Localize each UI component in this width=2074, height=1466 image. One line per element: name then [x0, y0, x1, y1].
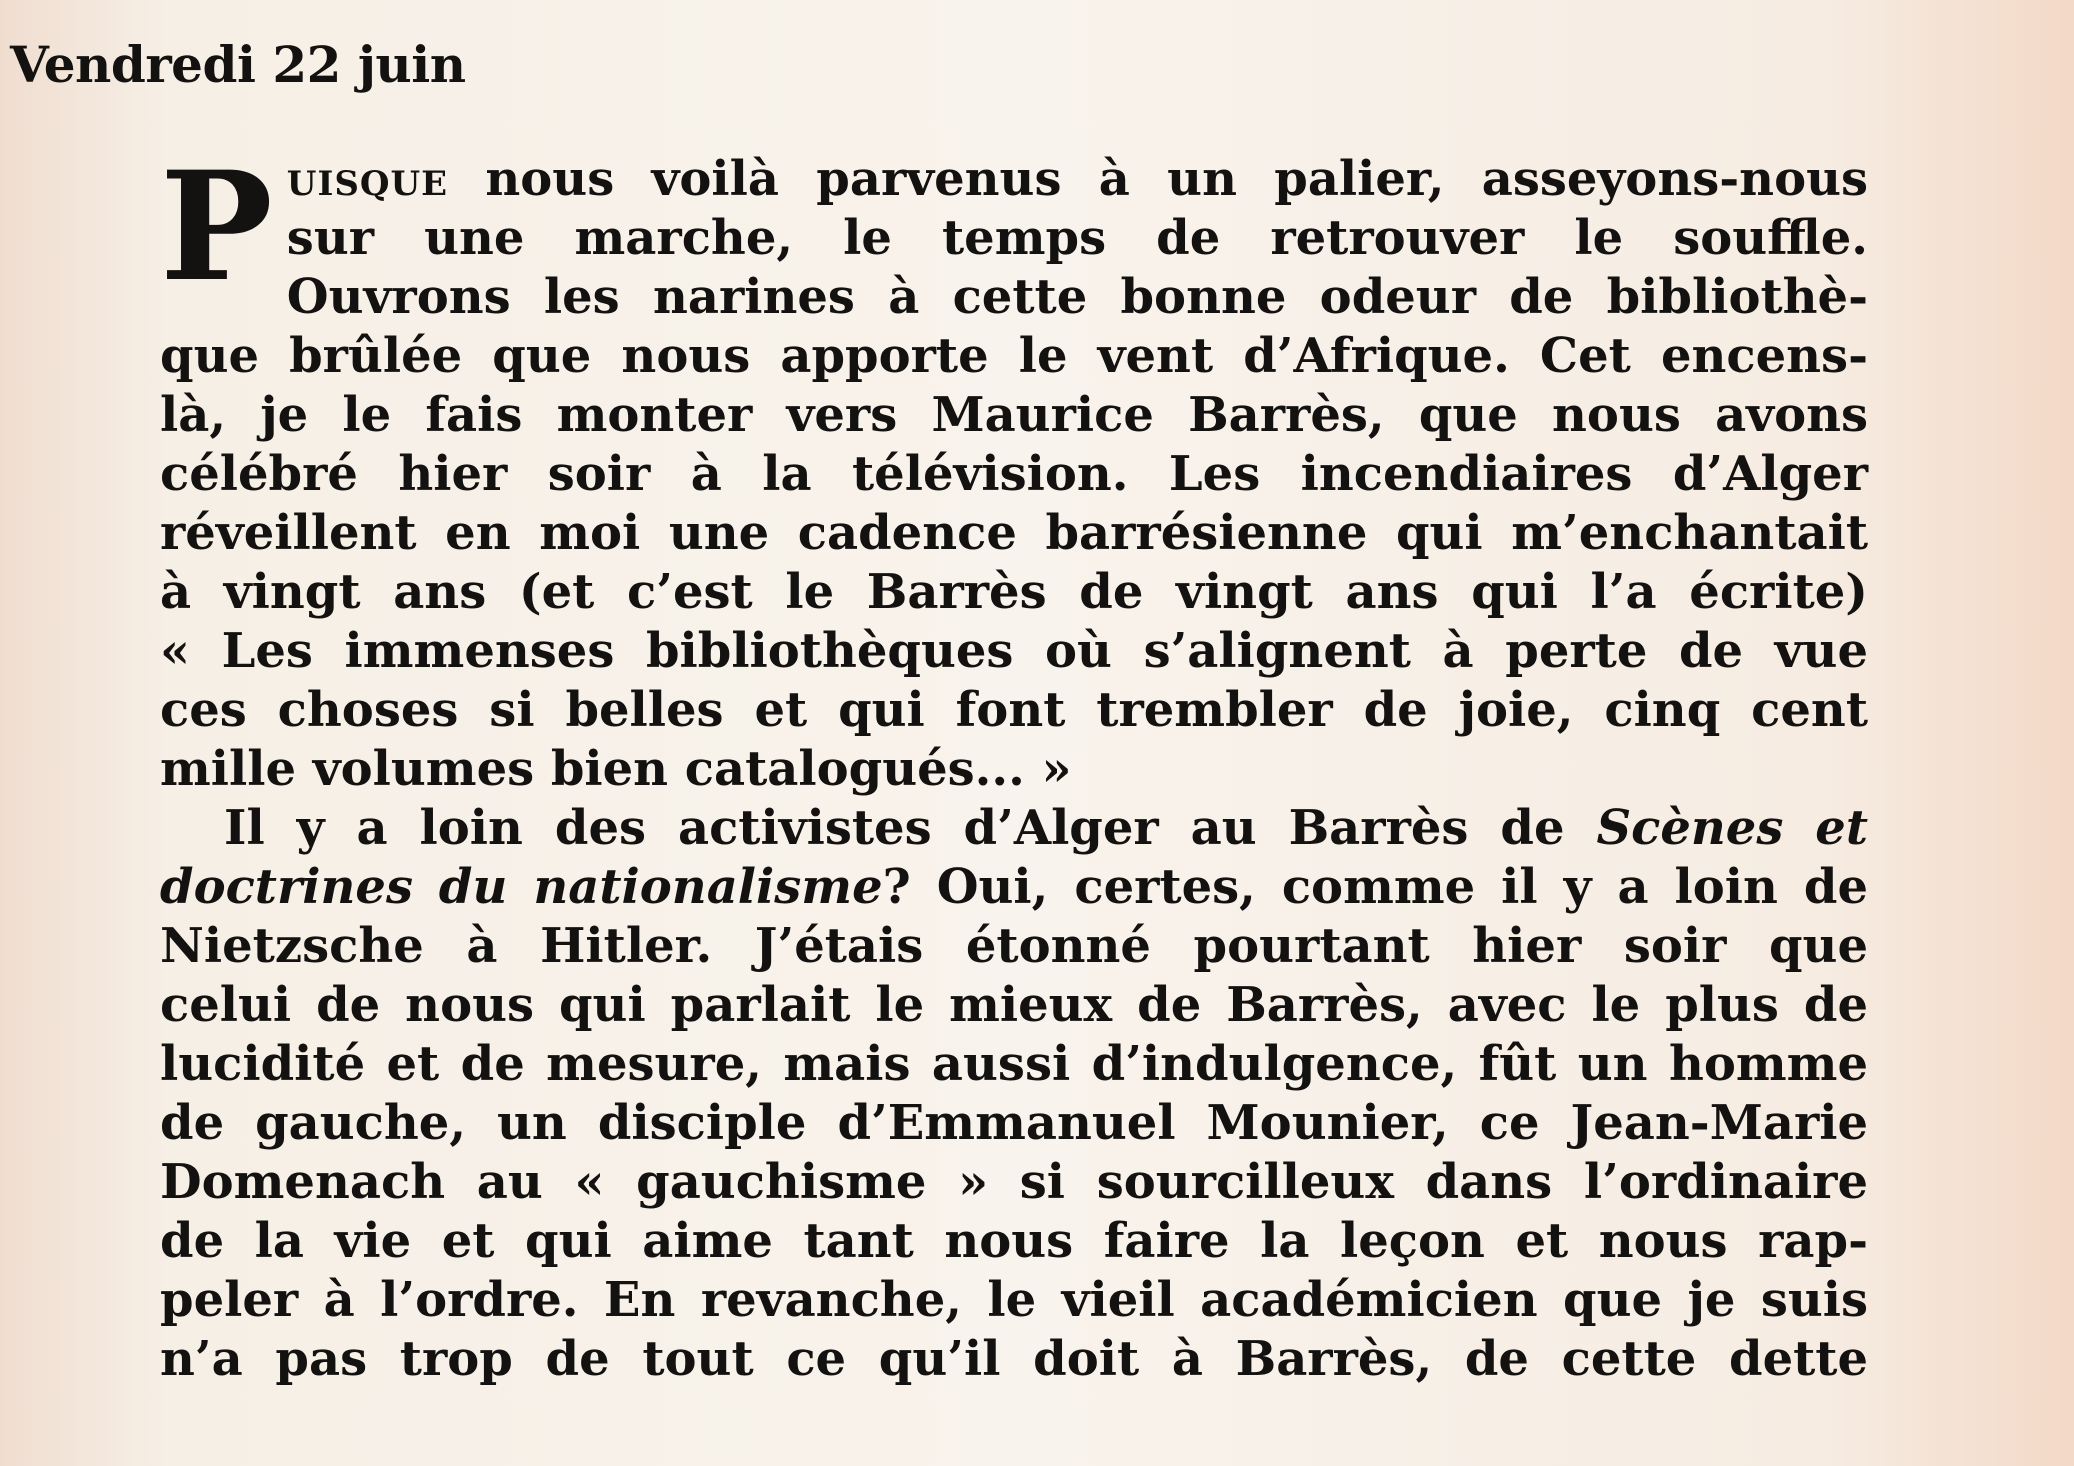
text-line: « Les immenses bibliothèques où s’alignent à perte de vue: [160, 623, 1868, 679]
text-line-rest: nous voilà parvenus à un palier, asseyons-nous: [448, 151, 1868, 207]
paragraph-2: [160, 799, 1868, 1389]
text-line: sur une marche, le temps de retrouver le souffle.: [286, 210, 1868, 266]
text-line: Ouvrons les narines à cette bonne odeur de bibliothè-: [286, 269, 1868, 325]
text-line: [160, 799, 1868, 858]
text-line: [160, 858, 1868, 917]
text-segment: ? Oui, certes, comme il y a loin de: [882, 859, 1868, 915]
text-line: lucidité et de mesure, mais aussi d’indulgence, fût un homme: [160, 1036, 1868, 1092]
text-line: peler à l’ordre. En revanche, le vieil académicien que je suis: [160, 1272, 1868, 1328]
text-line: Domenach au « gauchisme » si sourcilleux dans l’ordinaire: [160, 1154, 1868, 1210]
paragraph-1: [160, 139, 1868, 799]
text-line: réveillent en moi une cadence barrésienne qui m’enchantait: [160, 505, 1868, 561]
smallcaps-word: uisque: [286, 151, 449, 207]
text-line: ces choses si belles et qui font trembler de joie, cinq cent: [160, 682, 1868, 738]
date-heading: Vendredi 22 juin: [10, 35, 466, 94]
drop-cap: P: [160, 139, 273, 315]
book-title: Scènes et: [1596, 800, 1869, 856]
text-line: mille volumes bien catalogués... »: [160, 741, 1072, 797]
text-line: n’a pas trop de tout ce qu’il doit à Barrès, de cette dette: [160, 1331, 1868, 1387]
text-line: à vingt ans (et c’est le Barrès de vingt ans qui l’a écrite): [160, 564, 1868, 620]
book-title: doctrines du nationalisme: [160, 859, 883, 915]
text-line: célébré hier soir à la télévision. Les incendiaires d’Alger: [160, 446, 1868, 502]
text-line: de la vie et qui aime tant nous faire la leçon et nous rap-: [160, 1213, 1868, 1269]
text-line: de gauche, un disciple d’Emmanuel Mounier, ce Jean-Marie: [160, 1095, 1868, 1151]
text-line: que brûlée que nous apporte le vent d’Afrique. Cet encens-: [160, 328, 1868, 384]
body-text: [160, 139, 1869, 1389]
text-line: là, je le fais monter vers Maurice Barrès, que nous avons: [160, 387, 1868, 443]
text-line: celui de nous qui parlait le mieux de Barrès, avec le plus de: [160, 977, 1868, 1033]
text-segment: Il y a loin des activistes d’Alger au Barrès de: [224, 800, 1597, 856]
text-line: Nietzsche à Hitler. J’étais étonné pourtant hier soir que: [160, 918, 1868, 974]
text-line: [160, 150, 1868, 209]
